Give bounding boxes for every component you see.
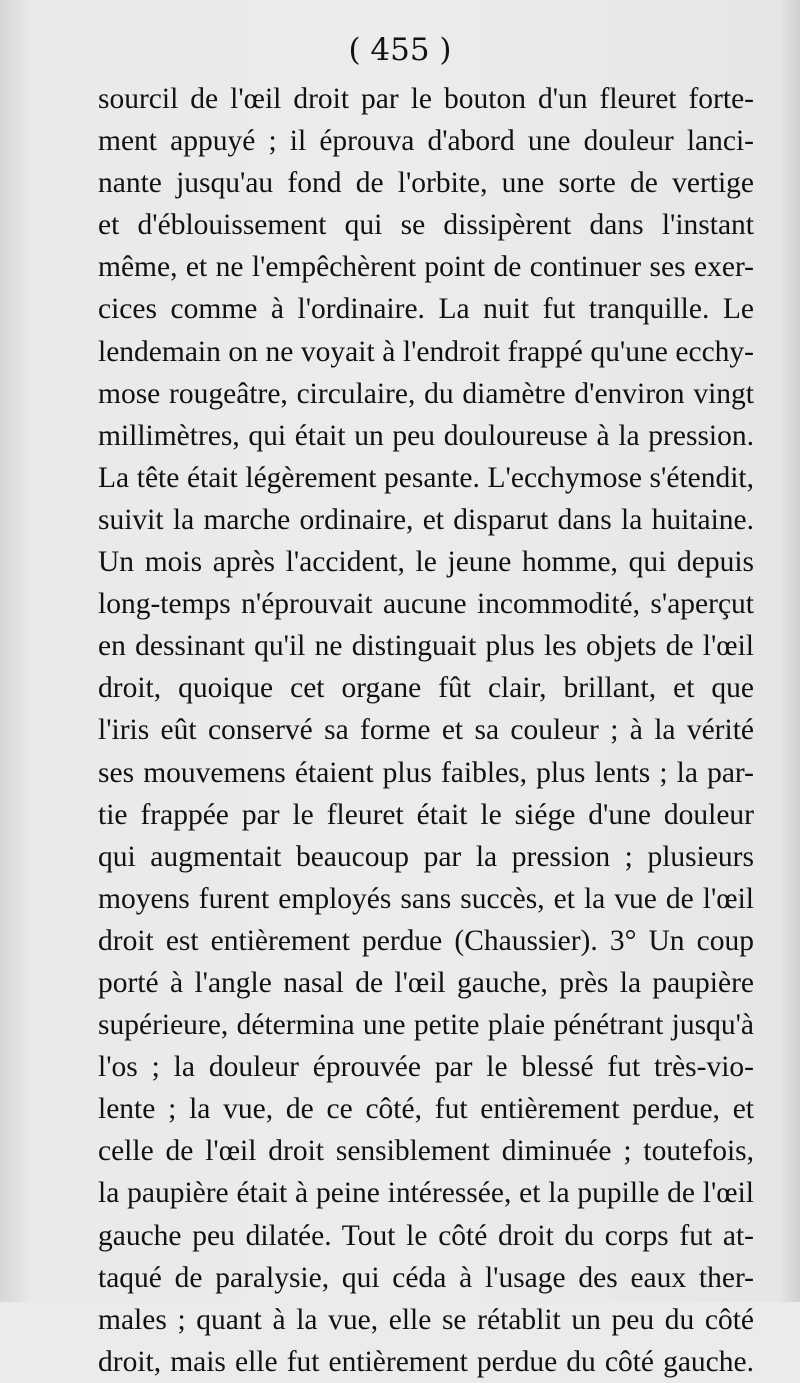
text-line: qui augmentait beaucoup par la pression ; plusieurs <box>98 840 754 873</box>
text-line: tie frappée par le fleuret était le siége d'une douleur <box>98 798 754 831</box>
text-line: ment appuyé ; il éprouva d'abord une douleur lanci- <box>98 125 754 158</box>
text-line: sourcil de l'œil droit par le bouton d'un fleuret forte- <box>98 83 754 115</box>
text-line: gauche peu dilatée. Tout le côté droit du corps fut at- <box>98 1219 754 1252</box>
text-line: droit est entièrement perdue (Chaussier). 3° Un coup <box>98 924 754 957</box>
text-line: La tête était légèrement pesante. L'ecchymose s'étendit, <box>98 461 754 494</box>
text-line: en dessinant qu'il ne distinguait plus les objets de l'œil <box>98 630 754 663</box>
text-line: moyens furent employés sans succès, et la vue de l'œil <box>98 882 754 915</box>
text-line: lendemain on ne voyait à l'endroit frappé qu'une ecchy- <box>98 335 754 368</box>
text-line: lente ; la vue, de ce côté, fut entièrement perdue, et <box>98 1093 754 1126</box>
page-number: ( 455 ) <box>348 32 452 68</box>
body-text <box>98 78 754 1383</box>
text-line: même, et ne l'empêchèrent point de continuer ses exer- <box>98 251 754 284</box>
text-line: millimètres, qui était un peu douloureuse à la pression. <box>98 419 754 452</box>
text-line: et d'éblouissement qui se dissipèrent dans l'instant <box>98 209 754 242</box>
text-line: l'os ; la douleur éprouvée par le blessé fut très-vio- <box>98 1051 754 1084</box>
text-line: l'iris eût conservé sa forme et sa couleur ; à la vérité <box>98 714 754 747</box>
text-line: porté à l'angle nasal de l'œil gauche, près la paupière <box>98 966 754 999</box>
text-line: celle de l'œil droit sensiblement diminuée ; toutefois, <box>98 1135 754 1168</box>
text-line: droit, quoique cet organe fût clair, brillant, et que <box>98 672 754 705</box>
text-line: la paupière était à peine intéressée, et la pupille de l'œil <box>98 1177 754 1210</box>
text-line: nante jusqu'au fond de l'orbite, une sorte de vertige <box>98 167 754 200</box>
text-line: suivit la marche ordinaire, et disparut dans la huitaine. <box>98 503 754 536</box>
text-line: Un mois après l'accident, le jeune homme, qui depuis <box>98 546 754 579</box>
text-line: taqué de paralysie, qui céda à l'usage des eaux ther- <box>98 1261 754 1294</box>
text-line: long-temps n'éprouvait aucune incommodité, s'aperçut <box>98 588 754 621</box>
text-line: males ; quant à la vue, elle se rétablit un peu du côté <box>98 1303 754 1336</box>
text-line: cices comme à l'ordinaire. La nuit fut tranquille. Le <box>98 293 754 326</box>
text-line: droit, mais elle fut entièrement perdue du côté gauche. <box>98 1345 754 1378</box>
text-line: supérieure, détermina une petite plaie pénétrant jusqu'à <box>98 1009 754 1042</box>
text-line: mose rougeâtre, circulaire, du diamètre d'environ vingt <box>98 377 754 410</box>
text-line: ses mouvemens étaient plus faibles, plus lents ; la par- <box>98 756 754 789</box>
